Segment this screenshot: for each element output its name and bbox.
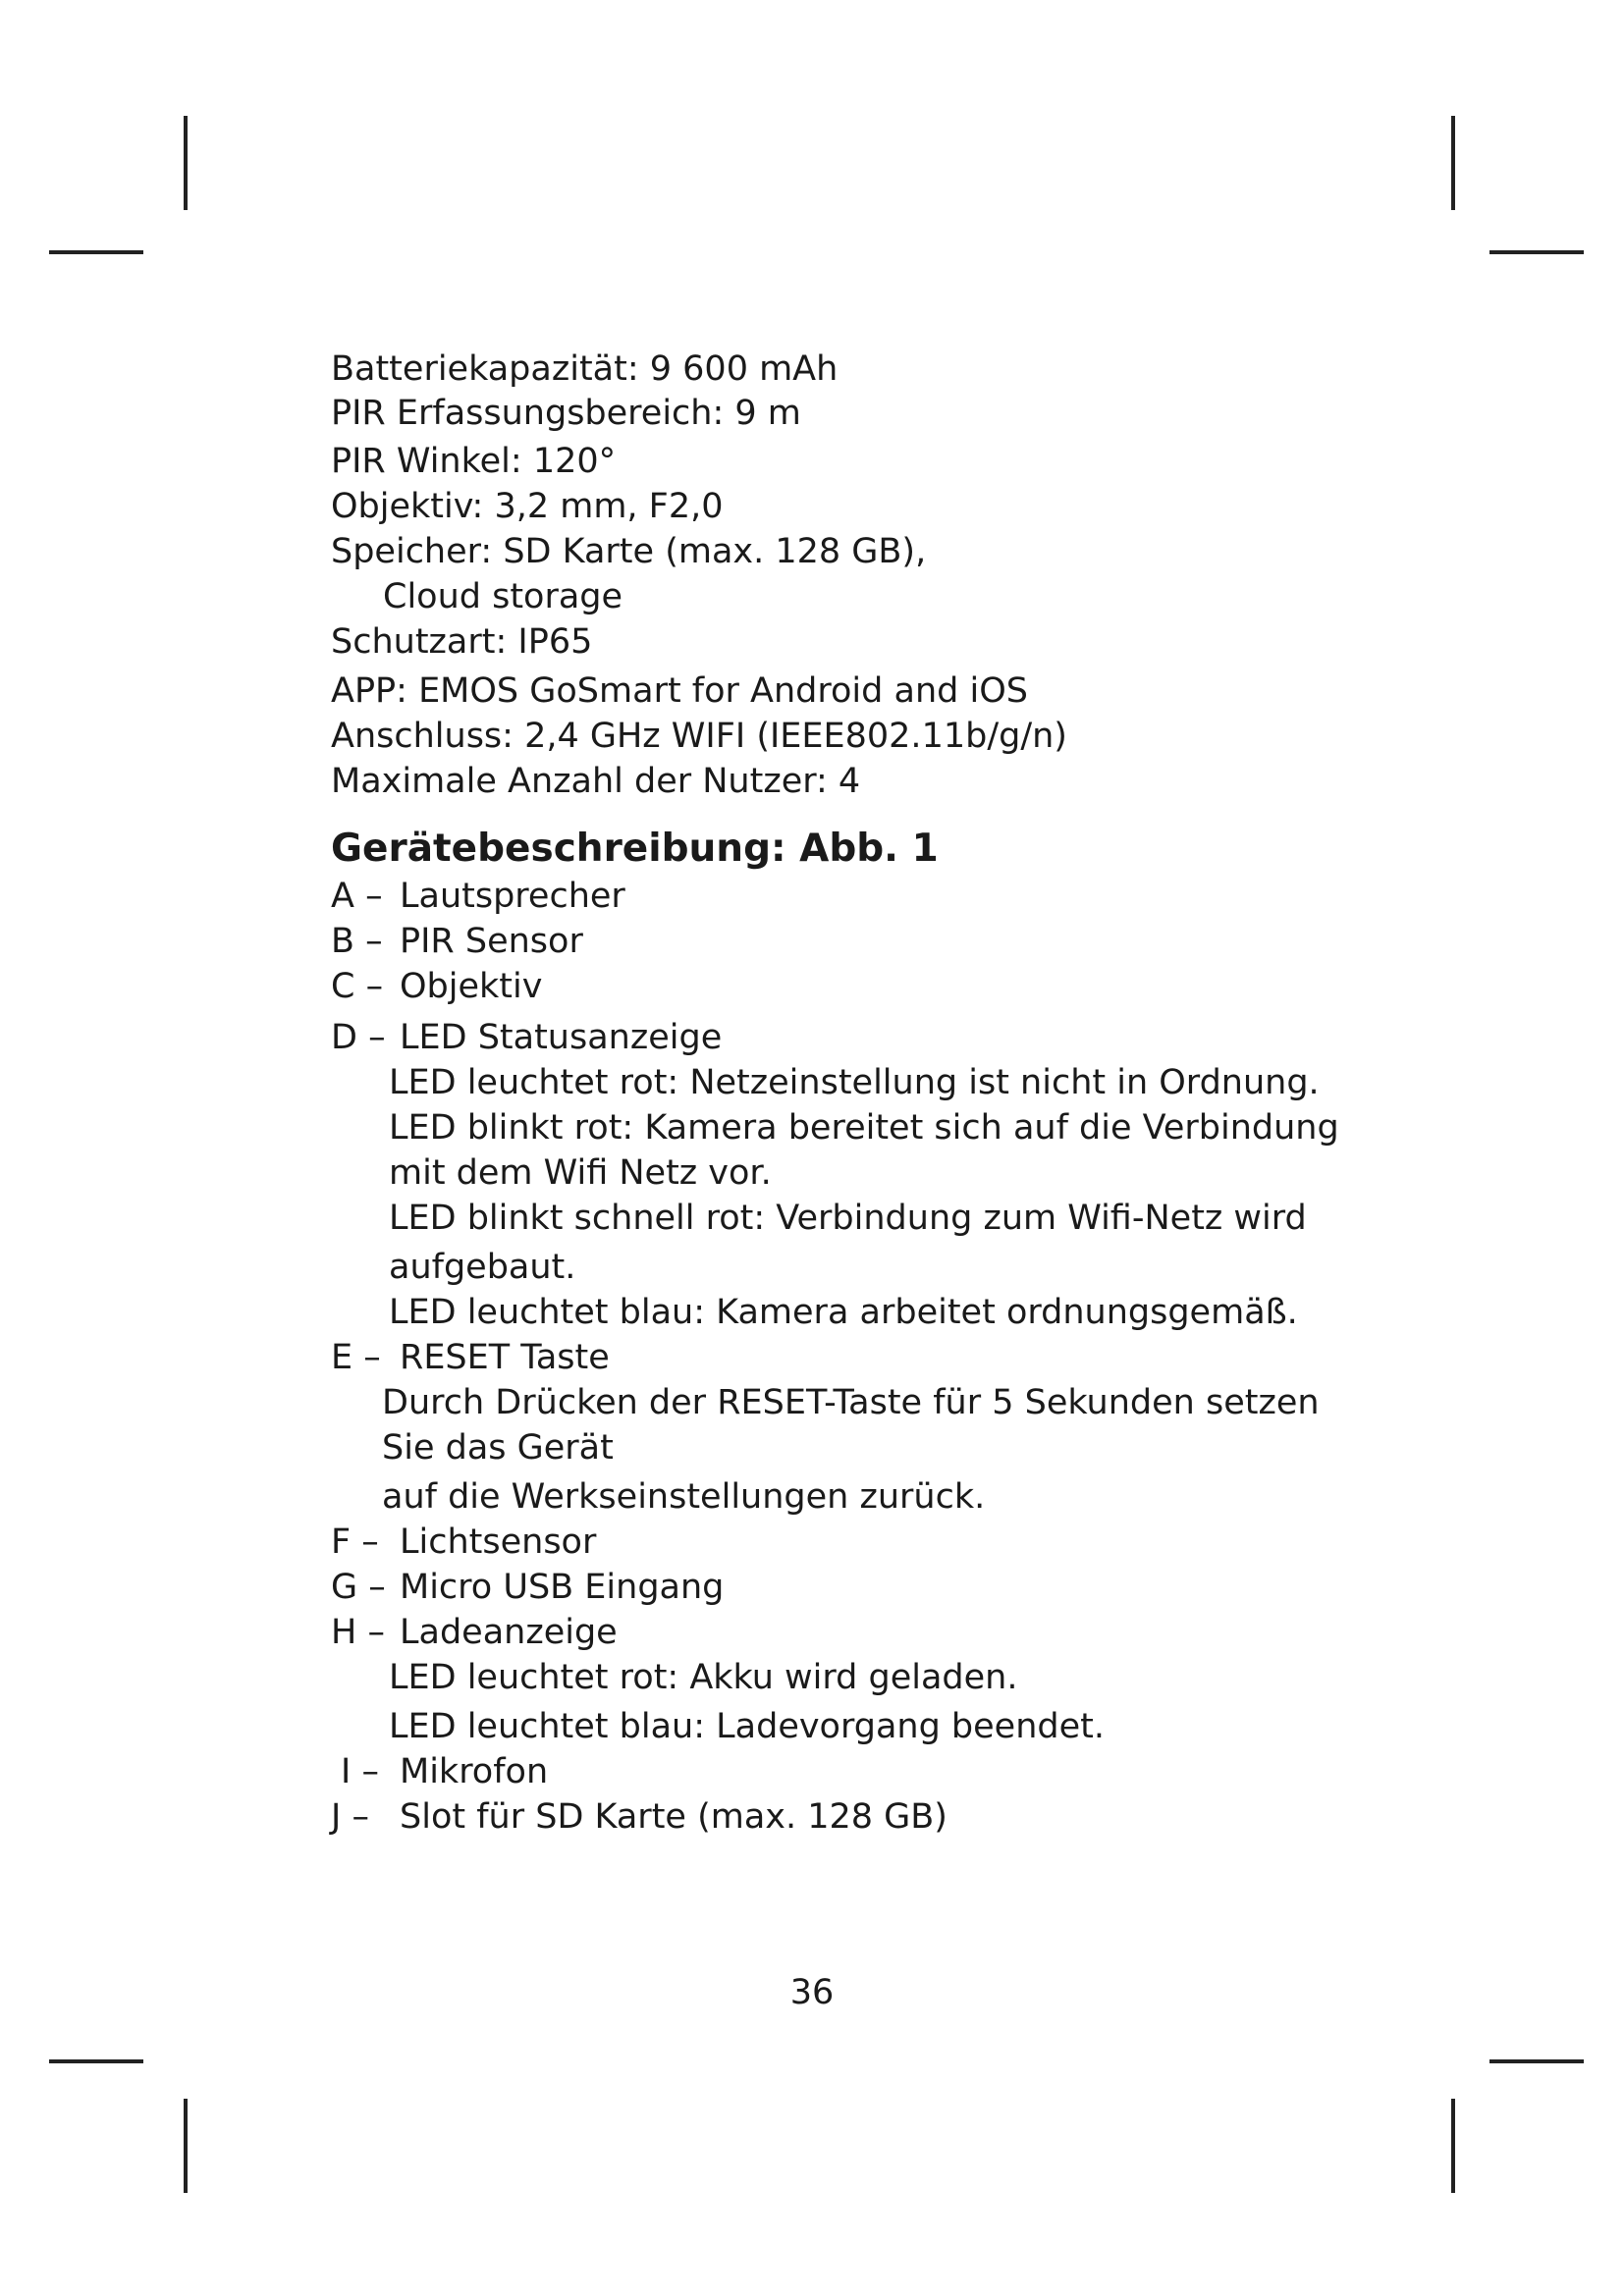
list-item-f: [331, 1521, 596, 1564]
item-label: Mikrofon: [400, 1752, 549, 1791]
item-letter: B –: [331, 922, 383, 961]
item-letter: A –: [331, 877, 383, 916]
spec-pir-angle: PIR Winkel: 120°: [331, 442, 617, 481]
list-item-i: [341, 1750, 548, 1793]
crop-mark-bottom-left-vertical: [184, 2099, 188, 2193]
crop-mark-bottom-right-vertical: [1451, 2099, 1455, 2193]
item-letter: E –: [331, 1338, 381, 1377]
spec-storage-cloud: Cloud storage: [383, 577, 623, 616]
item-letter: G –: [331, 1568, 386, 1607]
item-h-note-1: LED leuchtet rot: Akku wird geladen.: [389, 1658, 1018, 1697]
crop-mark-bottom-right-horizontal: [1489, 2059, 1584, 2063]
item-d-note-3: mit dem Wifi Netz vor.: [389, 1153, 772, 1193]
crop-mark-top-right-vertical: [1451, 116, 1455, 210]
list-item-e: [331, 1336, 610, 1379]
crop-mark-bottom-left-horizontal: [49, 2059, 143, 2063]
item-h-note-2: LED leuchtet blau: Ladevorgang beendet.: [389, 1707, 1106, 1746]
spec-battery-capacity: Batteriekapazität: 9 600 mAh: [331, 349, 839, 389]
list-item-j: [331, 1795, 947, 1839]
item-letter: C –: [331, 967, 384, 1006]
item-label: PIR Sensor: [400, 922, 583, 961]
item-e-note-2: Sie das Gerät: [382, 1428, 614, 1468]
item-label: Lautsprecher: [400, 877, 625, 916]
list-item-d: [331, 1016, 722, 1059]
item-letter: I –: [341, 1752, 379, 1791]
spec-app: APP: EMOS GoSmart for Android and iOS: [331, 671, 1028, 711]
item-d-note-2: LED blinkt rot: Kamera bereitet sich auf die Verbindung: [389, 1108, 1339, 1148]
item-letter: J –: [331, 1797, 369, 1837]
spec-pir-range: PIR Erfassungsbereich: 9 m: [331, 394, 801, 433]
page-number: 36: [789, 1973, 835, 2012]
item-label: Micro USB Eingang: [400, 1568, 725, 1607]
item-label: RESET Taste: [400, 1338, 610, 1377]
crop-mark-top-right-horizontal: [1489, 250, 1584, 254]
item-letter: D –: [331, 1018, 386, 1057]
item-label: LED Statusanzeige: [400, 1018, 723, 1057]
list-item-g: [331, 1566, 724, 1609]
spec-storage: Speicher: SD Karte (max. 128 GB),: [331, 532, 927, 571]
item-d-note-1: LED leuchtet rot: Netzeinstellung ist nicht in Ordnung.: [389, 1063, 1320, 1102]
list-item-h: [331, 1611, 618, 1654]
item-label: Objektiv: [400, 967, 543, 1006]
item-d-note-6: LED leuchtet blau: Kamera arbeitet ordnungsgemäß.: [389, 1293, 1298, 1332]
spec-protection-class: Schutzart: IP65: [331, 622, 593, 662]
crop-mark-top-left-vertical: [184, 116, 188, 210]
spec-max-users: Maximale Anzahl der Nutzer: 4: [331, 762, 861, 801]
item-label: Ladeanzeige: [400, 1613, 618, 1652]
crop-mark-top-left-horizontal: [49, 250, 143, 254]
list-item-c: [331, 965, 542, 1008]
item-letter: H –: [331, 1613, 385, 1652]
item-label: Lichtsensor: [400, 1522, 597, 1562]
item-d-note-5: aufgebaut.: [389, 1248, 576, 1287]
list-item-b: [331, 920, 583, 963]
item-e-note-1: Durch Drücken der RESET-Taste für 5 Sekunden setzen: [382, 1383, 1320, 1422]
item-d-note-4: LED blinkt schnell rot: Verbindung zum Wifi-Netz wird: [389, 1199, 1307, 1238]
list-item-a: [331, 875, 625, 918]
item-letter: F –: [331, 1522, 379, 1562]
item-label: Slot für SD Karte (max. 128 GB): [400, 1797, 947, 1837]
spec-lens: Objektiv: 3,2 mm, F2,0: [331, 487, 724, 526]
item-e-note-3: auf die Werkseinstellungen zurück.: [382, 1477, 986, 1517]
device-description-heading: Gerätebeschreibung: Abb. 1: [331, 827, 939, 871]
spec-connection: Anschluss: 2,4 GHz WIFI (IEEE802.11b/g/n): [331, 717, 1067, 756]
